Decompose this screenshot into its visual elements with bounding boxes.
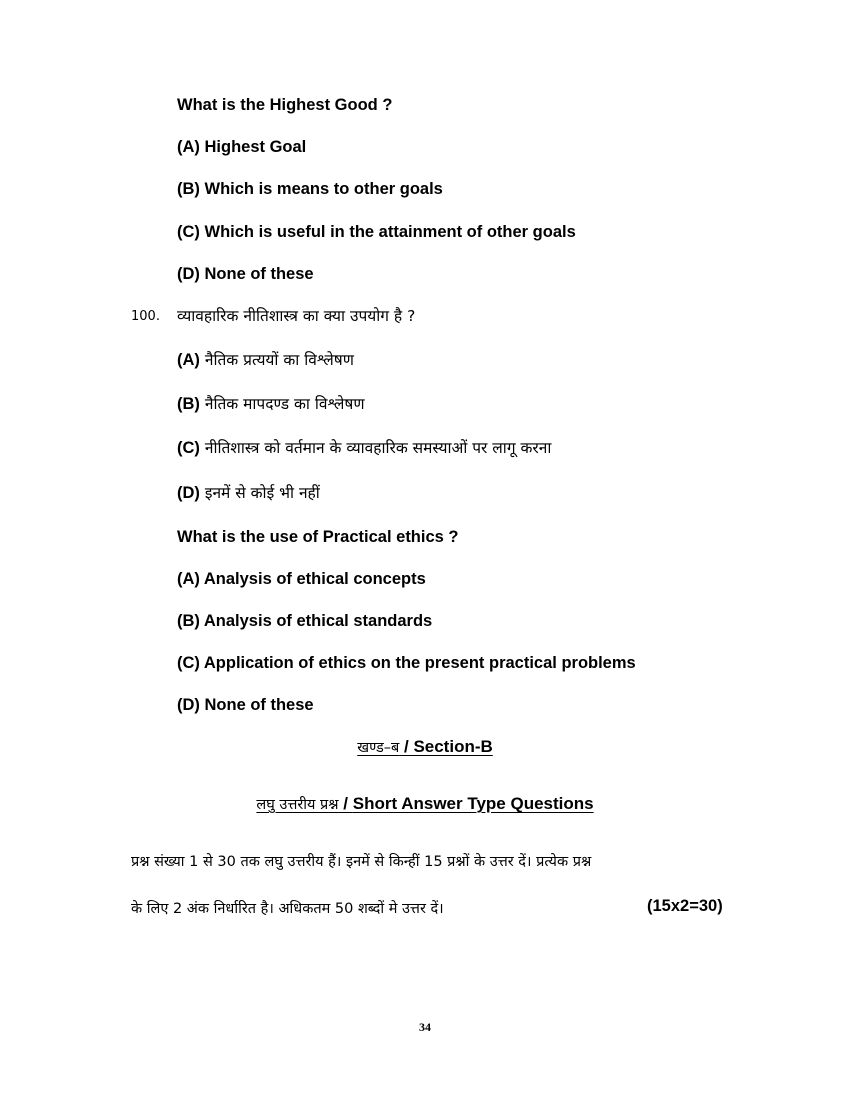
option-text: इनमें से कोई भी नहीं xyxy=(204,484,320,502)
option-text: नैतिक प्रत्ययों का विश्लेषण xyxy=(204,351,354,369)
q100-question-en: What is the use of Practical ethics ? xyxy=(177,528,459,546)
q99-option-a: (A) Highest Goal xyxy=(177,138,307,156)
instructions-line-1: प्रश्न संख्या 1 से 30 तक लघु उत्तरीय हैं। इनमें से किन्हीं 15 प्रश्नों के उत्तर दें। प्रत्येक प्रश्न xyxy=(131,854,592,870)
q100-option-en-c: (C) Application of ethics on the present practical problems xyxy=(177,654,636,672)
q100-option-en-d: (D) None of these xyxy=(177,696,314,714)
option-letter: (B) xyxy=(177,395,200,413)
instructions-line-2: के लिए 2 अंक निर्धारित है। अधिकतम 50 शब्दों मे उत्तर दें। xyxy=(131,901,444,917)
short-answer-heading xyxy=(0,794,850,814)
q100-option-en-b: (B) Analysis of ethical standards xyxy=(177,612,433,630)
short-answer-heading-en: Short Answer Type Questions xyxy=(352,794,594,813)
q99-option-d: (D) None of these xyxy=(177,265,314,283)
option-letter: (A) xyxy=(177,351,200,369)
q100-option-hi-d xyxy=(177,483,320,503)
section-separator: / xyxy=(399,737,414,756)
q100-option-en-a: (A) Analysis of ethical concepts xyxy=(177,570,426,588)
q100-question-hi: व्यावहारिक नीतिशास्त्र का क्या उपयोग है ? xyxy=(177,307,416,325)
q100-number: 100. xyxy=(131,309,160,324)
page-number: 34 xyxy=(419,1020,431,1034)
short-answer-heading-hi: लघु उत्तरीय प्रश्न xyxy=(256,797,339,813)
short-answer-separator: / xyxy=(338,794,353,813)
q99-question-en: What is the Highest Good ? xyxy=(177,96,393,114)
q99-option-c: (C) Which is useful in the attainment of other goals xyxy=(177,223,576,241)
section-heading-hi: खण्ड–ब xyxy=(357,740,400,756)
q100-option-hi-a xyxy=(177,350,354,370)
section-heading-en: Section-B xyxy=(413,737,493,756)
option-letter: (D) xyxy=(177,484,200,502)
section-heading-text xyxy=(357,739,493,756)
q100-option-hi-c xyxy=(177,438,551,458)
option-letter: (C) xyxy=(177,439,200,457)
option-text: नीतिशास्त्र को वर्तमान के व्यावहारिक समस्याओं पर लागू करना xyxy=(204,439,552,457)
q100-option-hi-b xyxy=(177,394,365,414)
marks-allocation: (15x2=30) xyxy=(647,897,723,915)
short-answer-heading-text xyxy=(256,796,593,813)
q99-option-b: (B) Which is means to other goals xyxy=(177,180,443,198)
option-text: नैतिक मापदण्ड का विश्लेषण xyxy=(204,395,365,413)
section-heading xyxy=(0,737,850,757)
